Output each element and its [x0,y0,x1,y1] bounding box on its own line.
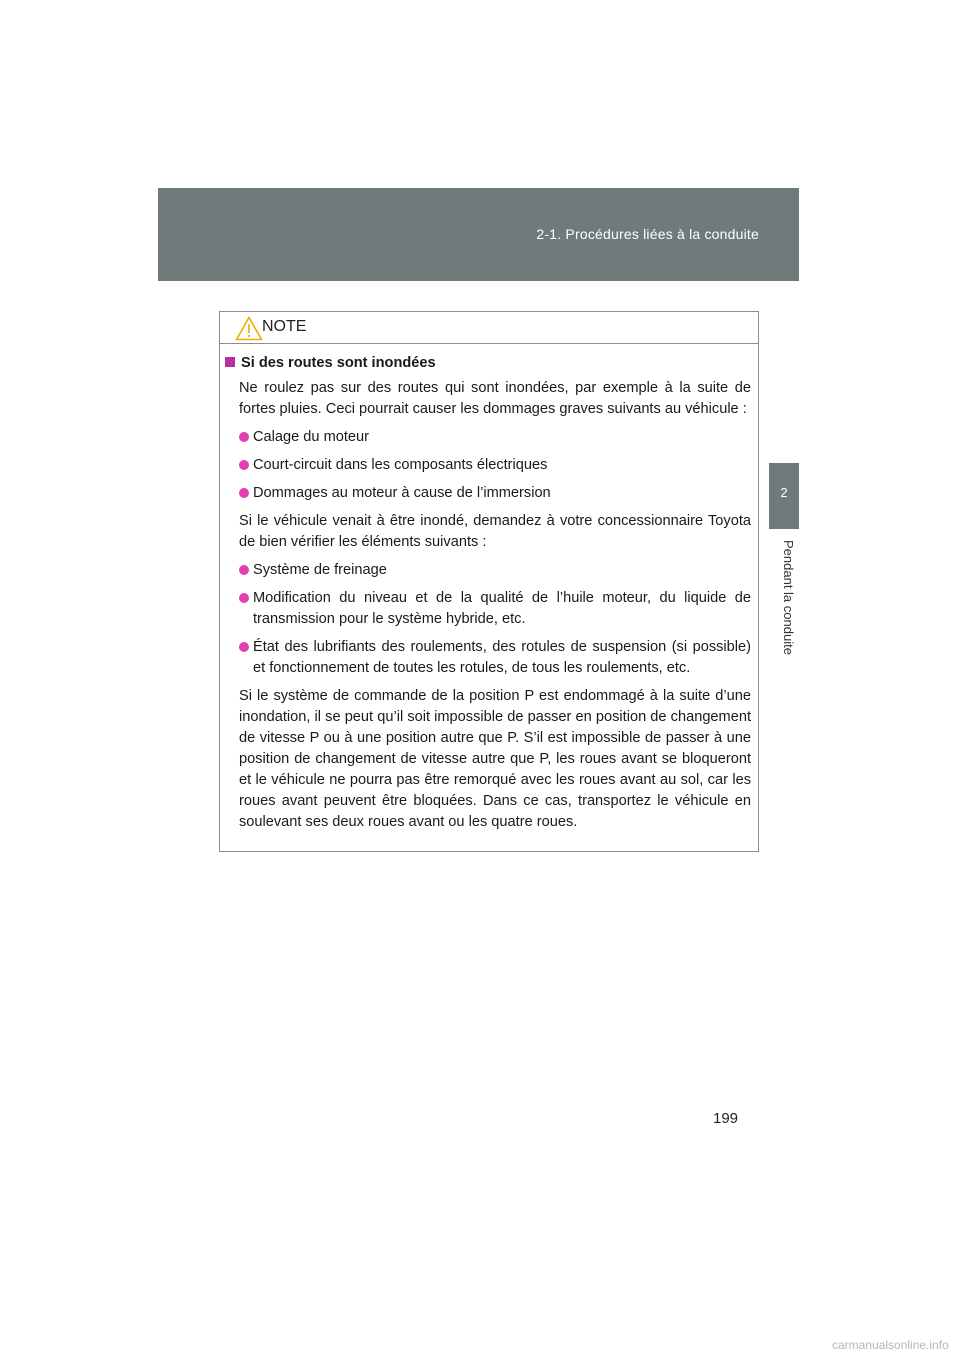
warning-triangle-icon [235,316,263,341]
flood-paragraph: Si le véhicule venait à être inondé, demandez à votre concessionnaire Toyota de bien vérifier les éléments suivants : [239,513,751,550]
note-label: NOTE [262,318,307,335]
damage-item [239,427,751,448]
bullet-icon [239,460,249,470]
damage-item-text: Court-circuit dans les composants électriques [253,457,548,473]
damage-item-text: Calage du moteur [253,429,370,445]
note-section-title-text: Si des routes sont inondées [241,355,436,371]
intro-paragraph: Ne roulez pas sur des routes qui sont inondées, par exemple à la suite de fortes pluies. Ceci pourrait causer les dommages graves suivants au véhicule : [239,380,751,417]
note-section-title [225,353,751,374]
check-item [239,560,751,581]
damage-item [239,455,751,476]
watermark: carmanualsonline.info [832,1338,949,1352]
page-number: 199 [713,1110,739,1127]
section-title: 2-1. Procédures liées à la conduite [536,226,759,242]
bullet-icon [239,565,249,575]
note-header [220,312,758,344]
damage-item [239,483,751,504]
check-item-text: Modification du niveau et de la qualité de l’huile moteur, du liquide de transmission pour le système hybride, etc. [253,590,751,627]
damage-item-text: Dommages au moteur à cause de l’immersion [253,485,551,501]
check-item-text: Système de freinage [253,562,387,578]
bullet-icon [239,432,249,442]
bullet-icon [239,642,249,652]
section-marker-icon [225,357,235,367]
chapter-number: 2 [780,485,788,500]
chapter-tab [769,463,799,529]
bullet-icon [239,488,249,498]
chapter-label: Pendant la conduite [781,540,796,655]
final-paragraph: Si le système de commande de la position P est endommagé à la suite d’une inondation, il se peut qu’il soit impossible de passer en position de changement de vitesse P ou à une position autre que P. S’il est impossible de passer à une position de changement de vitesse autre que P, les roues avant se bloqueront et le véhicule ne pourra pas être remorqué avec les roues avant au sol, car les roues avant peuvent être bloquées. Dans ce cas, transportez le véhicule en soulevant ses deux roues avant ou les quatre roues. [239,688,751,830]
bullet-icon [239,593,249,603]
check-item [239,588,751,630]
header-band [158,188,799,281]
check-item [239,637,751,679]
note-box [219,311,759,852]
check-item-text: État des lubrifiants des roulements, des rotules de suspension (si possible) et fonctionnement de toutes les rotules, de tous les roulements, etc. [253,639,751,676]
note-body [220,344,758,833]
